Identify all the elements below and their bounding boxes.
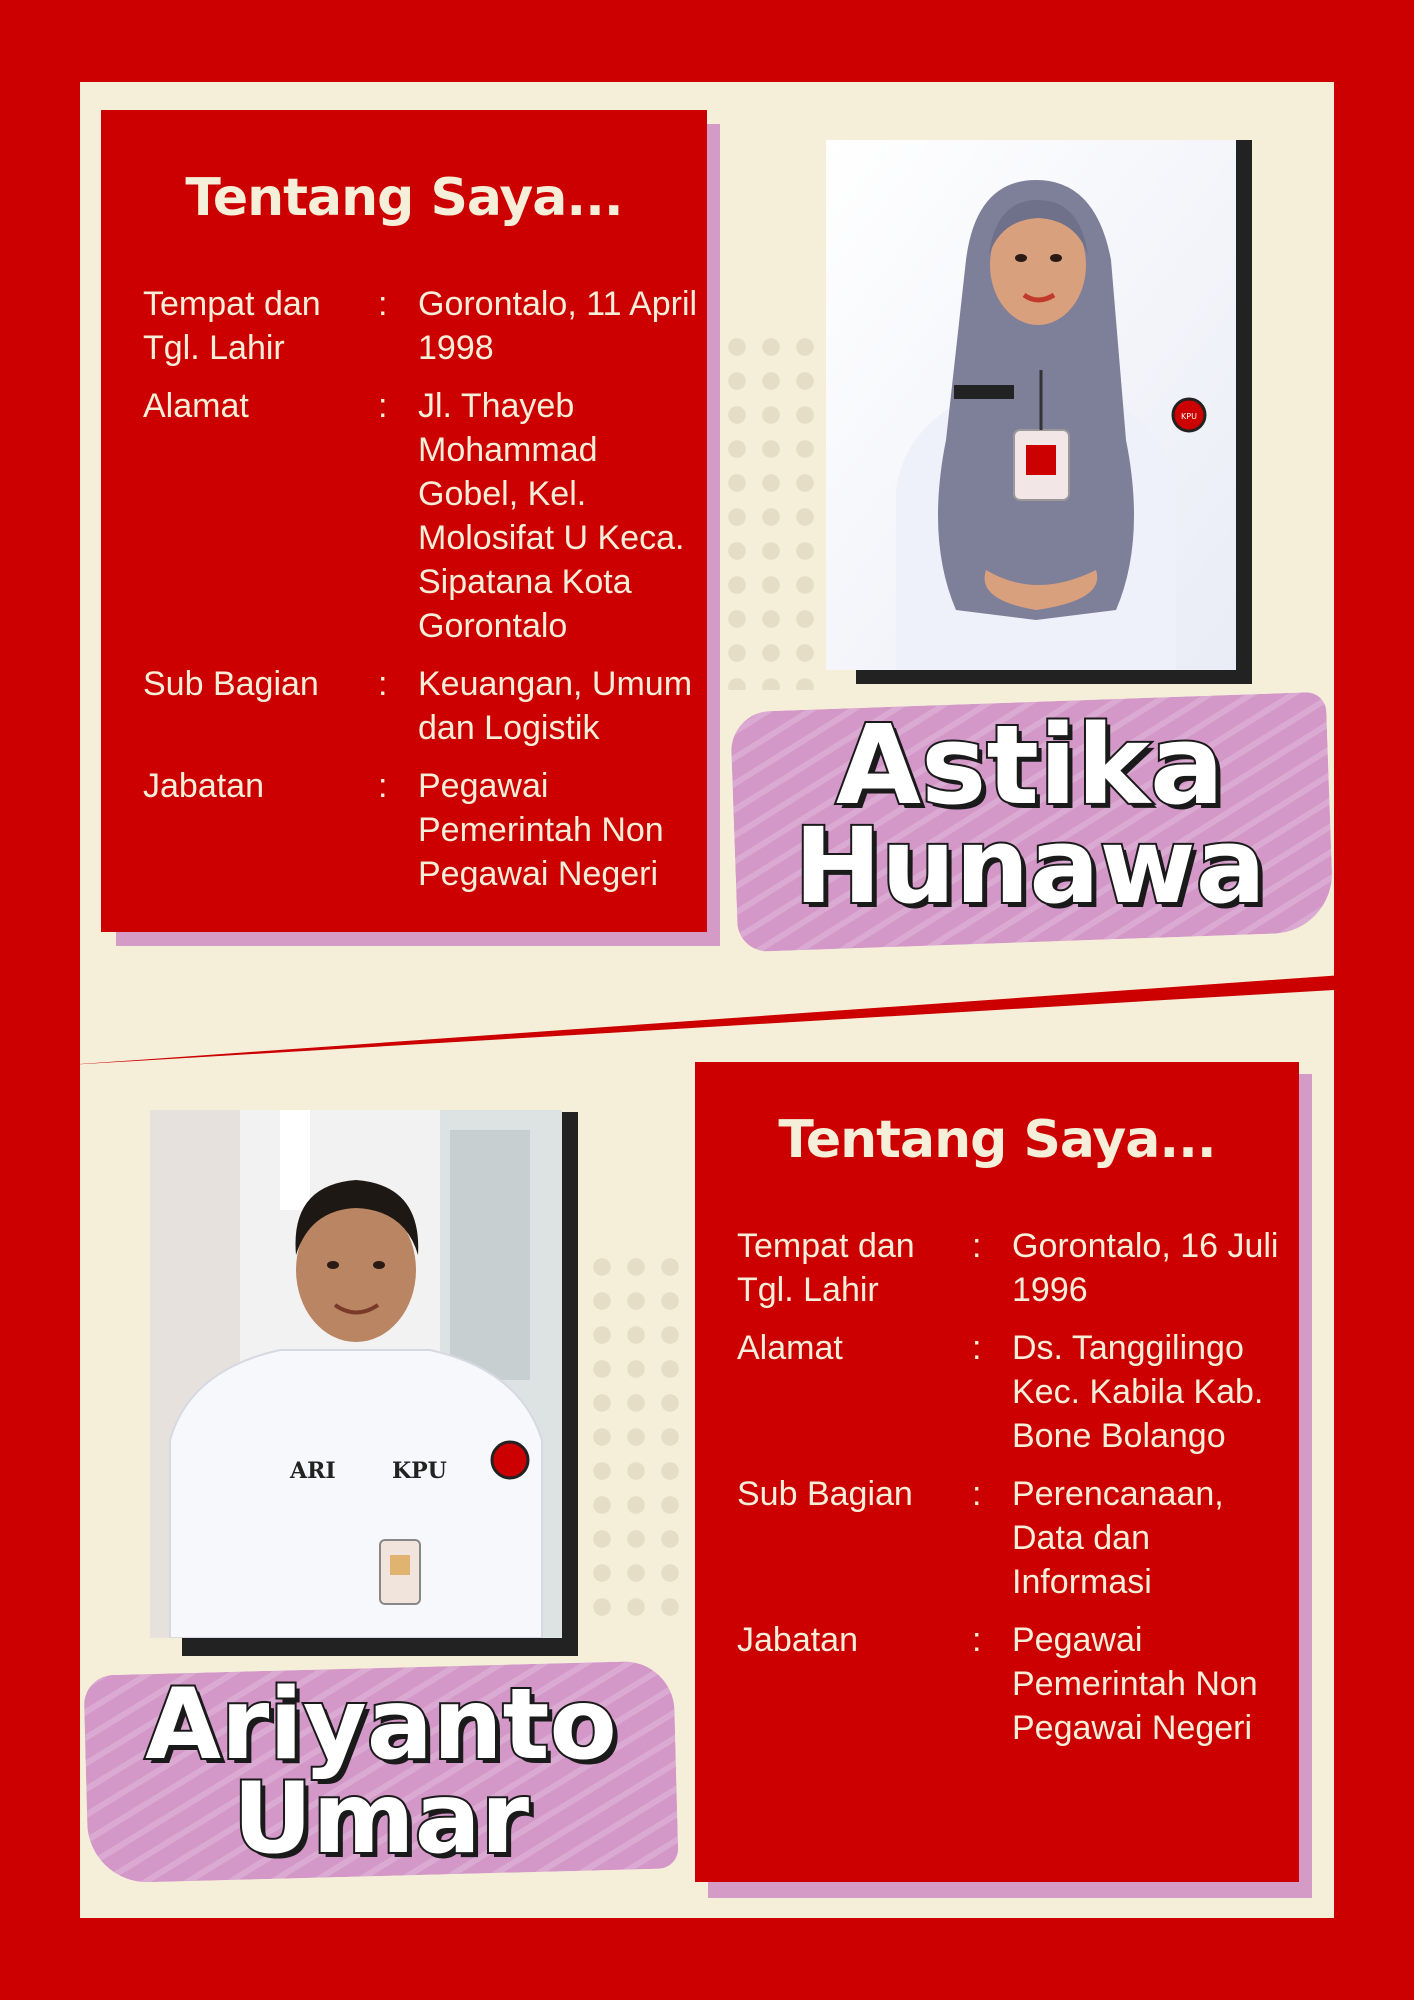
field-colon: : [972,1227,982,1265]
dot-pattern [720,330,830,690]
info-card-astika [101,110,707,932]
name-first: Ariyanto [145,1668,617,1782]
field-colon: : [378,665,388,703]
badge-text: KPU [1181,412,1197,421]
field-colon: : [972,1621,982,1659]
shirt-name-tag: ARI [290,1458,336,1484]
field-label: Alamat [737,1329,843,1367]
field-value: Keuangan, Umum dan Logistik [418,665,693,747]
portrait-illustration [150,1110,562,1638]
field-label: Sub Bagian [143,665,319,703]
field-value: Perencanaan, Data dan Informasi [1012,1475,1224,1601]
field-value: Gorontalo, 16 Juli 1996 [1012,1227,1279,1309]
field-label: Jabatan [737,1621,858,1659]
field-label: Sub Bagian [737,1475,913,1513]
field-value: Pegawai Pemerintah Non Pegawai Negeri [1012,1621,1258,1747]
info-table [143,282,703,910]
field-colon: : [972,1475,982,1513]
field-label: Alamat [143,387,249,425]
info-table [737,1224,1297,1764]
name-first: Astika [835,701,1225,829]
field-row-birth [737,1224,1297,1312]
field-label: Tempat dan Tgl. Lahir [737,1227,915,1309]
field-row-birth [143,282,703,370]
person-name-ariyanto [96,1668,666,1876]
name-last: Hunawa [794,805,1266,927]
field-row-subdivision [143,662,703,750]
field-colon: : [972,1329,982,1367]
field-value: Gorontalo, 11 April 1998 [418,285,698,367]
card-title: Tentang Saya... [778,1110,1216,1170]
field-row-address [143,384,703,648]
field-value: Ds. Tanggilingo Kec. Kabila Kab. Bone Bolango [1012,1329,1264,1455]
field-label: Jabatan [143,767,264,805]
person-name-astika [740,701,1320,927]
field-row-position [143,764,703,896]
field-colon: : [378,285,388,323]
name-last: Umar [232,1762,530,1876]
field-label: Tempat dan Tgl. Lahir [143,285,321,367]
field-value: Jl. Thayeb Mohammad Gobel, Kel. Molosifat U Keca. Sipatana Kota Gorontalo [418,387,685,645]
field-row-subdivision [737,1472,1297,1604]
portrait-photo-astika [826,140,1236,670]
dot-pattern [585,1250,695,1630]
portrait-illustration [826,140,1236,670]
card-title: Tentang Saya... [185,168,623,228]
info-card-ariyanto [695,1062,1299,1882]
field-row-position [737,1618,1297,1750]
shirt-kpu-tag: KPU [392,1458,447,1484]
field-colon: : [378,387,388,425]
field-value: Pegawai Pemerintah Non Pegawai Negeri [418,767,664,893]
portrait-photo-ariyanto [150,1110,562,1638]
field-row-address [737,1326,1297,1458]
field-colon: : [378,767,388,805]
